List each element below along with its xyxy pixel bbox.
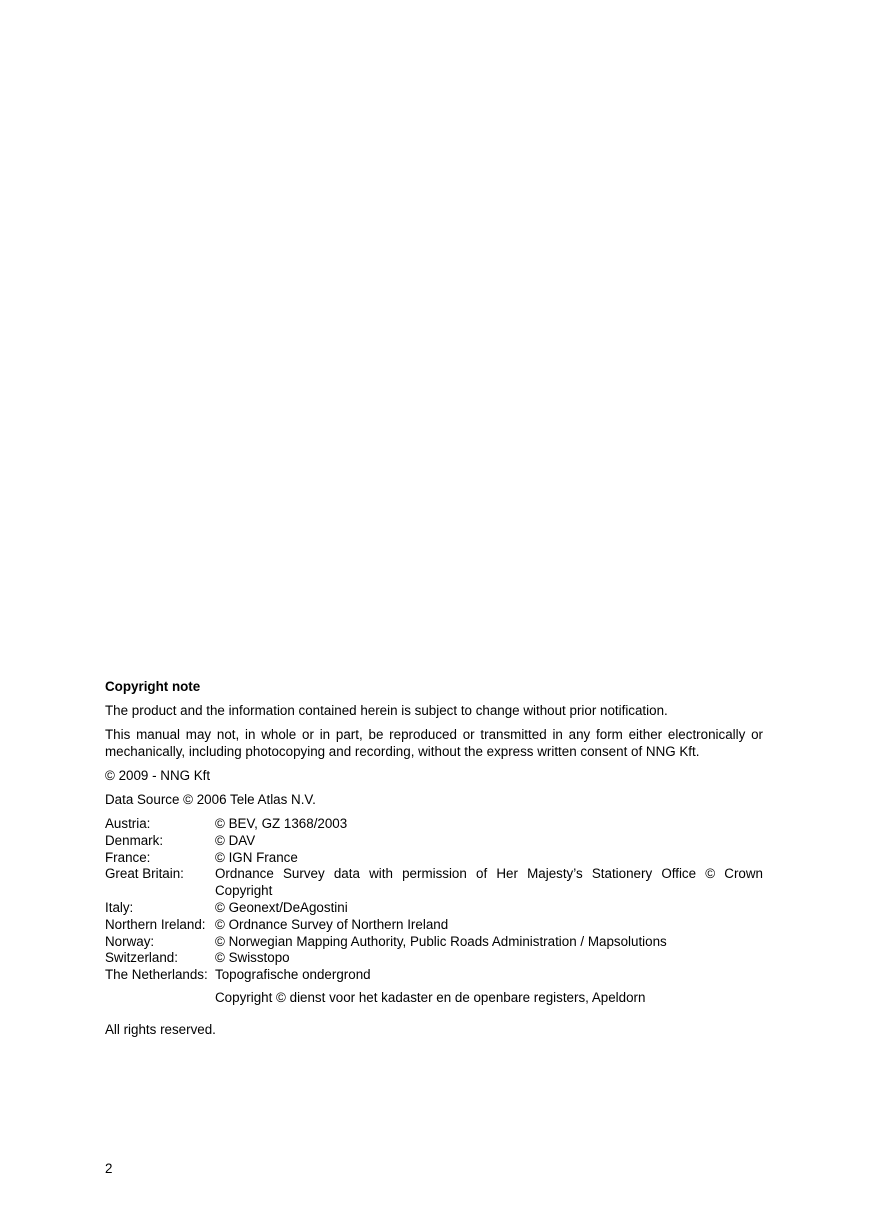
source-row-france	[105, 850, 763, 867]
nng-copyright-line: © 2009 - NNG Kft	[105, 768, 211, 783]
source-country: Northern Ireland:	[105, 916, 206, 932]
source-country: Switzerland:	[105, 950, 178, 966]
copyright-section	[105, 678, 763, 1038]
source-credit: © BEV, GZ 1368/2003	[215, 816, 348, 831]
source-country-empty	[105, 984, 215, 1007]
source-credit: © Norwegian Mapping Authority, Public Roads Administration / Mapsolutions	[215, 933, 667, 949]
source-row-denmark	[105, 833, 763, 850]
source-row-norway	[105, 934, 763, 951]
source-row-netherlands	[105, 967, 763, 984]
source-credit: © IGN France	[215, 849, 298, 865]
all-rights-reserved: All rights reserved.	[105, 1021, 216, 1037]
source-row-northern-ireland	[105, 917, 763, 934]
source-row-great-britain	[105, 866, 763, 900]
page-number: 2	[105, 1161, 113, 1176]
source-credit: Topografische ondergrond	[215, 967, 371, 983]
source-credit: © Ordnance Survey of Northern Ireland	[215, 916, 449, 932]
source-country: France:	[105, 849, 151, 865]
source-country: Great Britain:	[105, 866, 184, 882]
source-row-austria	[105, 816, 763, 833]
source-credit: © Geonext/DeAgostini	[215, 899, 348, 915]
source-row-switzerland	[105, 950, 763, 967]
source-country: Denmark:	[105, 832, 164, 848]
data-source-line: Data Source © 2006 Tele Atlas N.V.	[105, 792, 316, 807]
source-credit: Copyright © dienst voor het kadaster en de openbare registers, Apeldorn	[215, 989, 646, 1005]
copyright-heading: Copyright note	[105, 679, 201, 694]
reproduction-notice-paragraph: This manual may not, in whole or in part, be reproduced or transmitted in any form either electronically or mechanically, including photocopying and recording, without the express written consent of NNG Kft.	[105, 727, 763, 759]
source-credit: © DAV	[215, 832, 256, 848]
source-country: Norway:	[105, 933, 155, 949]
data-source-table	[105, 816, 763, 1007]
source-row-italy	[105, 900, 763, 917]
source-credit: © Swisstopo	[215, 950, 290, 966]
source-row-netherlands-extra	[105, 984, 763, 1007]
change-notice-paragraph: The product and the information contained herein is subject to change without prior notification.	[105, 703, 668, 718]
source-country: Italy:	[105, 899, 134, 915]
source-country: Austria:	[105, 816, 151, 831]
source-country: The Netherlands:	[105, 967, 208, 983]
source-credit: Ordnance Survey data with permission of Her Majesty’s Stationery Office © Crown Copyright	[215, 866, 763, 899]
